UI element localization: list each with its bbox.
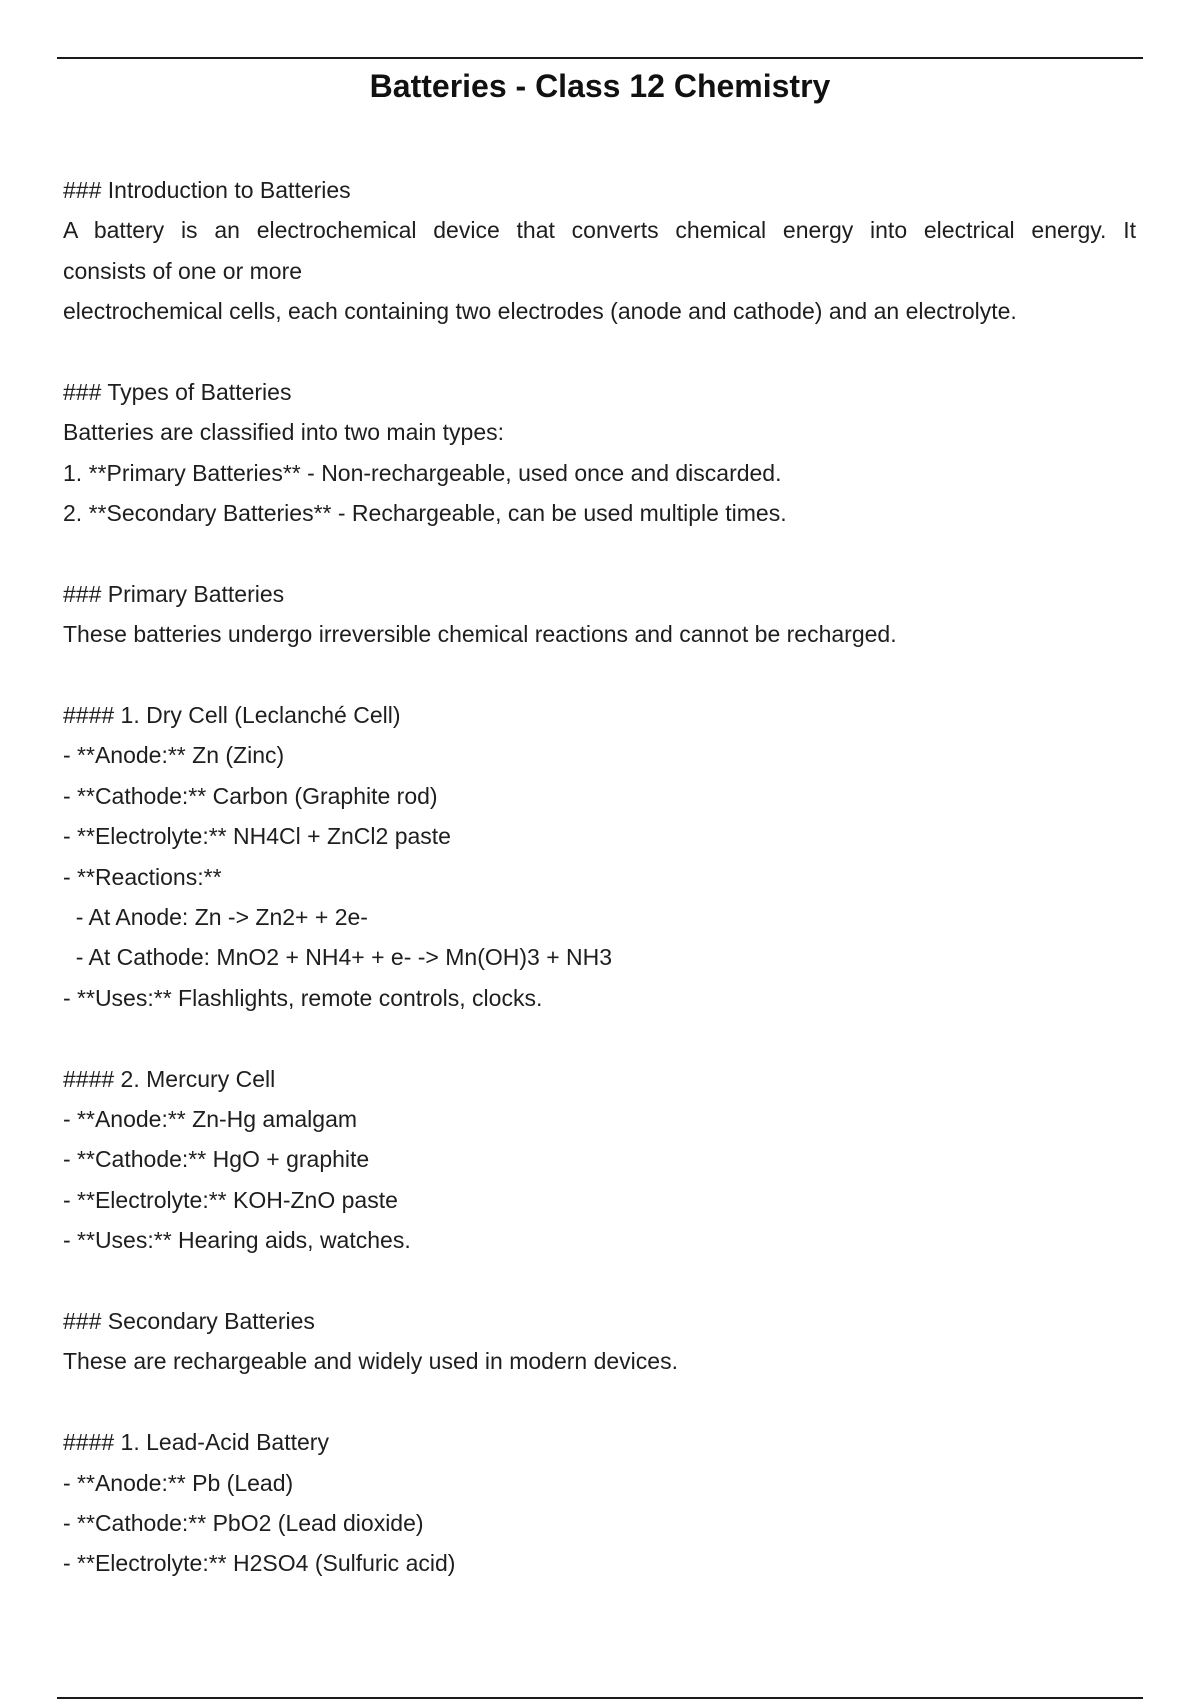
heading-introduction: ### Introduction to Batteries xyxy=(63,177,351,203)
list-item: - **Cathode:** Carbon (Graphite rod) xyxy=(63,782,438,809)
list-subitem: - At Anode: Zn -> Zn2+ + 2e- xyxy=(63,904,368,931)
blank-line xyxy=(63,1018,1136,1058)
heading-lead-acid: #### 1. Lead-Acid Battery xyxy=(63,1429,329,1456)
blank-line xyxy=(63,534,1136,574)
document-body xyxy=(63,170,1136,1584)
blank-line xyxy=(63,332,1136,372)
list-item: - **Uses:** Hearing aids, watches. xyxy=(63,1227,411,1254)
list-item: 1. **Primary Batteries** - Non-rechargeable, used once and discarded. xyxy=(63,459,782,486)
list-item: - **Cathode:** HgO + graphite xyxy=(63,1146,370,1173)
heading-secondary: ### Secondary Batteries xyxy=(63,1307,315,1334)
list-item: - **Anode:** Pb (Lead) xyxy=(63,1469,294,1496)
paragraph-line: These batteries undergo irreversible chemical reactions and cannot be recharged. xyxy=(63,621,897,648)
list-item: - **Electrolyte:** H2SO4 (Sulfuric acid) xyxy=(63,1550,456,1577)
list-item: - **Uses:** Flashlights, remote controls, clocks. xyxy=(63,984,543,1011)
blank-line xyxy=(63,1261,1136,1301)
list-subitem: - At Cathode: MnO2 + NH4+ + e- -> Mn(OH)3 + NH3 xyxy=(63,944,613,971)
blank-line xyxy=(63,655,1136,695)
list-item: - **Anode:** Zn-Hg amalgam xyxy=(63,1105,358,1132)
heading-primary: ### Primary Batteries xyxy=(63,580,285,607)
list-item: - **Electrolyte:** NH4Cl + ZnCl2 paste xyxy=(63,823,451,850)
paragraph-line: These are rechargeable and widely used in modern devices. xyxy=(63,1348,678,1375)
heading-mercury-cell: #### 2. Mercury Cell xyxy=(63,1065,276,1092)
document-title: Batteries - Class 12 Chemistry xyxy=(369,68,831,104)
heading-types: ### Types of Batteries xyxy=(63,378,292,405)
list-item: - **Cathode:** PbO2 (Lead dioxide) xyxy=(63,1509,424,1536)
bottom-rule xyxy=(57,1697,1143,1699)
paragraph-line: electrochemical cells, each containing two electrodes (anode and cathode) and an electrolyte. xyxy=(63,298,1017,325)
paragraph-line: consists of one or more xyxy=(63,257,303,284)
paragraph-line: Batteries are classified into two main types: xyxy=(63,419,505,446)
list-item: 2. **Secondary Batteries** - Rechargeable, can be used multiple times. xyxy=(63,500,787,527)
blank-line xyxy=(63,1382,1136,1422)
paragraph-line: A battery is an electrochemical device that converts chemical energy into electrical energy. It xyxy=(63,217,1136,244)
heading-dry-cell: #### 1. Dry Cell (Leclanché Cell) xyxy=(63,702,401,729)
top-rule xyxy=(57,57,1143,59)
list-item: - **Reactions:** xyxy=(63,863,222,890)
list-item: - **Anode:** Zn (Zinc) xyxy=(63,742,285,769)
list-item: - **Electrolyte:** KOH-ZnO paste xyxy=(63,1186,398,1213)
